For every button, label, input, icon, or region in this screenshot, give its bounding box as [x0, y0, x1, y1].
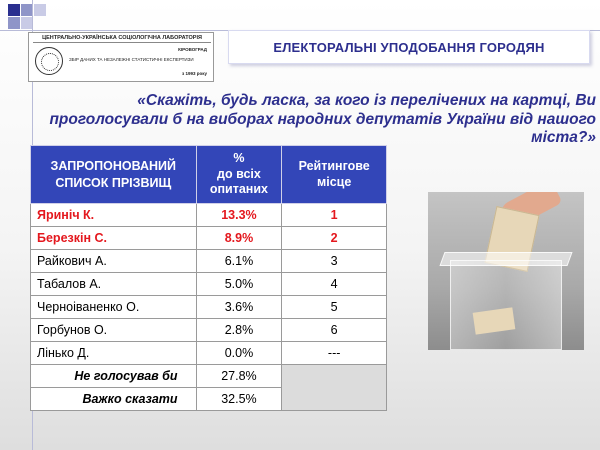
logo-city: КІРОВОГРАД: [178, 47, 207, 52]
candidate-rank: 6: [282, 319, 387, 342]
candidate-name: Табалов А.: [31, 273, 197, 296]
candidate-percent: 13.3%: [196, 204, 282, 227]
title-box: [228, 30, 590, 64]
header-percent-sign: %: [233, 151, 245, 166]
option-percent: 32.5%: [196, 388, 282, 411]
empty-rank-cell: [282, 365, 387, 411]
table-row: [31, 319, 387, 342]
candidate-percent: 2.8%: [196, 319, 282, 342]
candidate-name: Березкін С.: [31, 227, 197, 250]
table-row: [31, 296, 387, 319]
candidate-percent: 5.0%: [196, 273, 282, 296]
table-row: [31, 204, 387, 227]
ballot-box-shape: [450, 260, 562, 350]
candidate-rank: ---: [282, 342, 387, 365]
candidate-percent: 8.9%: [196, 227, 282, 250]
lab-logo: [28, 32, 214, 82]
option-name: Не голосував би: [31, 365, 197, 388]
decor-square: [34, 4, 46, 16]
decor-square: [8, 4, 20, 16]
results-table: [30, 145, 387, 411]
header-percent: [196, 146, 282, 204]
candidate-name: Райкович А.: [31, 250, 197, 273]
candidate-rank: 4: [282, 273, 387, 296]
table-row: [31, 342, 387, 365]
header-percent-line3: опитаних: [209, 182, 268, 197]
ballot-box-photo: [428, 192, 584, 350]
candidate-name: Яриніч К.: [31, 204, 197, 227]
logo-org-name: ЦЕНТРАЛЬНО-УКРАЇНСЬКА СОЦІОЛОГІЧНА ЛАБОРАТОРІЯ: [33, 35, 211, 43]
survey-question: «Скажіть, будь ласка, за кого із перелічених на картці, Ви проголосували б на виборах народних депутатів України від нашого міста?»: [49, 92, 596, 147]
header-rank-line1: Рейтингове: [298, 158, 370, 173]
candidate-name: Лінько Д.: [31, 342, 197, 365]
logo-subtitle: ЗБІР ДАНИХ ТА НЕЗАЛЕЖНІ СТАТИСТИЧНІ ЕКСПЕРТИЗИ: [69, 57, 194, 62]
candidate-percent: 0.0%: [196, 342, 282, 365]
page-title: ЕЛЕКТОРАЛЬНІ УПОДОБАННЯ ГОРОДЯН: [273, 40, 545, 55]
seal-icon: [35, 47, 63, 75]
candidate-percent: 6.1%: [196, 250, 282, 273]
candidate-percent: 3.6%: [196, 296, 282, 319]
candidate-rank: 2: [282, 227, 387, 250]
table-row: [31, 227, 387, 250]
table-row: [31, 273, 387, 296]
header-rank: [282, 146, 387, 204]
candidate-rank: 1: [282, 204, 387, 227]
decor-square: [8, 17, 20, 29]
header-name: ЗАПРОПОНОВАНИЙ СПИСОК ПРІЗВИЩ: [31, 146, 197, 204]
candidate-name: Горбунов О.: [31, 319, 197, 342]
option-name: Важко сказати: [31, 388, 197, 411]
table-header-row: [31, 146, 387, 204]
logo-since: з 1993 року: [181, 71, 207, 76]
table-row: [31, 250, 387, 273]
header-rank-line2: місце: [317, 174, 352, 189]
candidate-rank: 5: [282, 296, 387, 319]
table-row: [31, 365, 387, 388]
option-percent: 27.8%: [196, 365, 282, 388]
candidate-name: Черноіваненко О.: [31, 296, 197, 319]
candidate-rank: 3: [282, 250, 387, 273]
header-percent-line2: до всіх: [217, 166, 261, 181]
